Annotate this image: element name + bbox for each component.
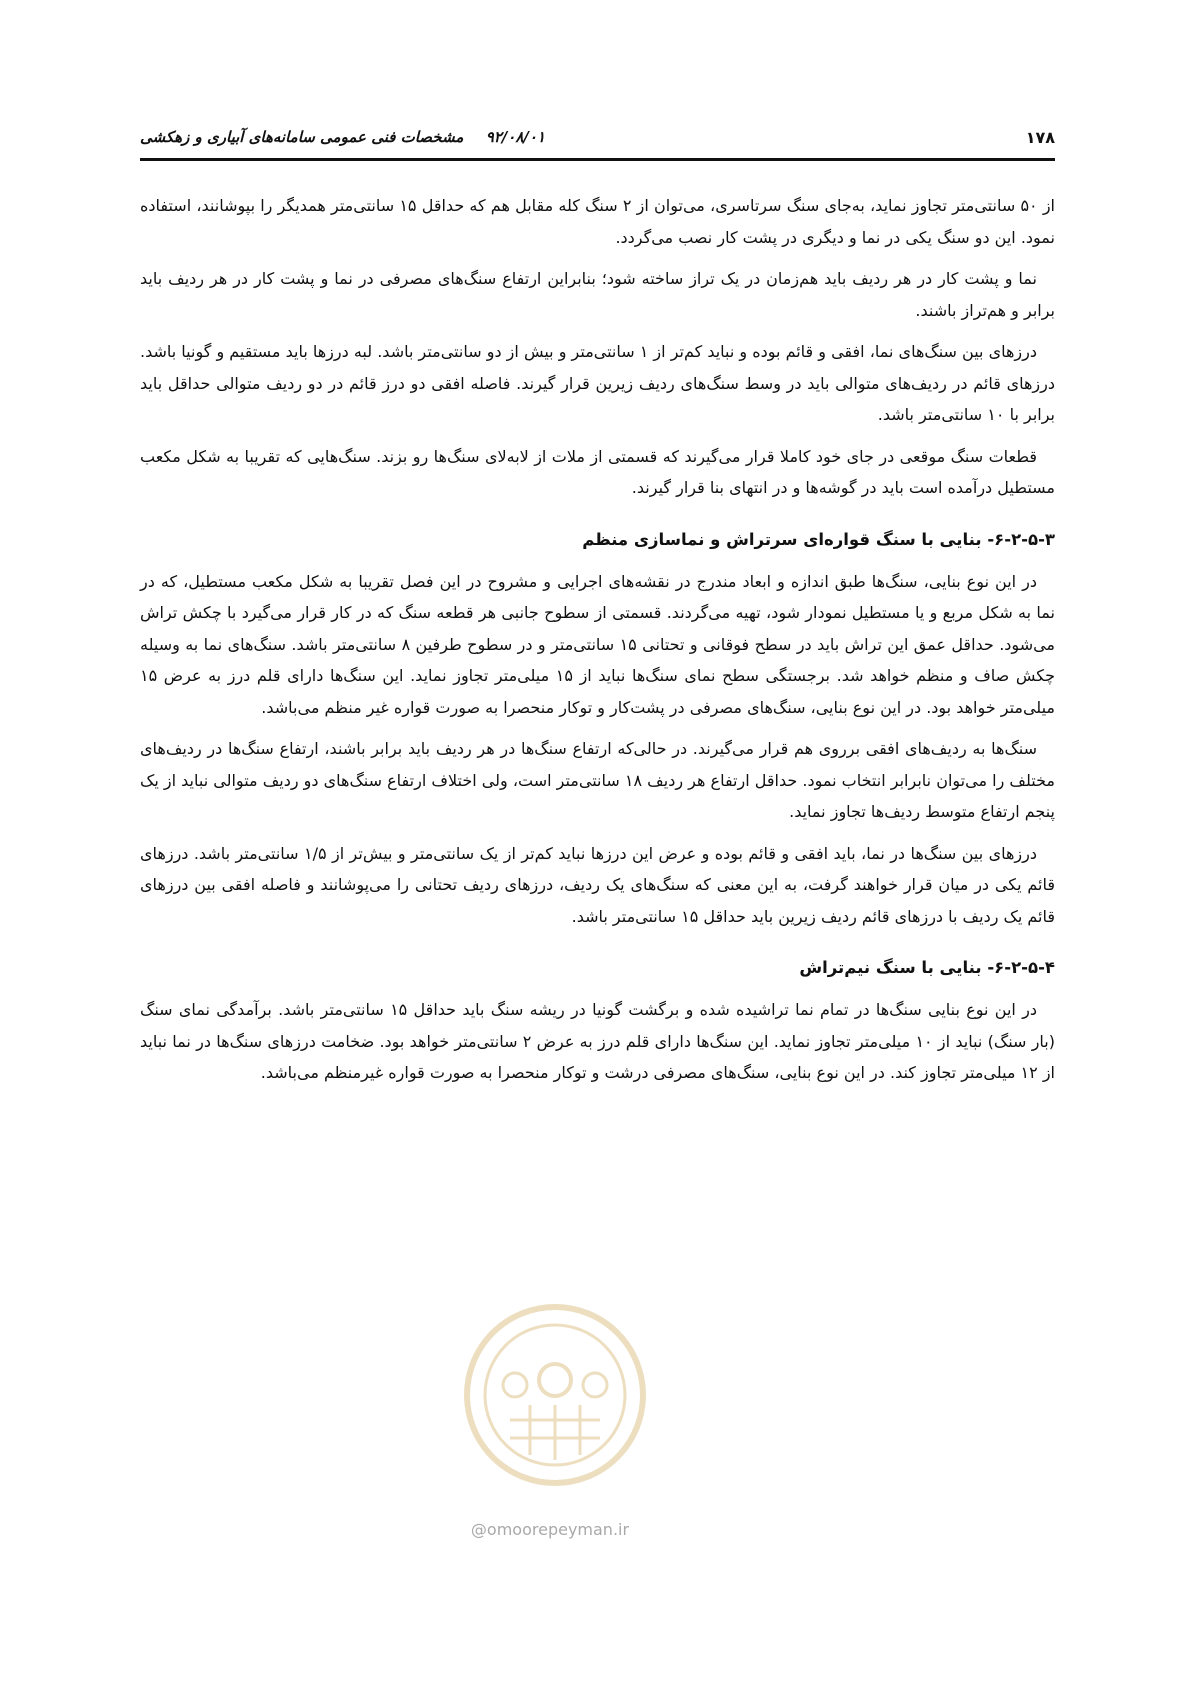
paragraph: درزهای بین سنگ‌های نما، افقی و قائم بوده و نباید کم‌تر از ۱ سانتی‌متر و بیش از دو سانتی‌متر باشد. لبه درزها باید مستقیم و گونیا باشد. درزهای قائم در ردیف‌های متوالی باید در وسط سنگ‌های ردیف زیرین قرار گیرند. فاصله افقی دو درز قائم در دو ردیف متوالی حداقل باید برابر با ۱۰ سانتی‌متر باشد. [140, 342, 1055, 424]
paragraph: نما و پشت کار در هر ردیف باید هم‌زمان در یک تراز ساخته شود؛ بنابراین ارتفاع سنگ‌های مصرفی در نما و پشت کار در هر ردیف باید برابر و هم‌تراز باشند. [140, 269, 1055, 320]
paragraph: در این نوع بنایی سنگ‌ها در تمام نما تراشیده شده و برگشت گونیا در ریشه سنگ باید حداقل ۱۵ سانتی‌متر باشد. برآمدگی نمای سنگ (بار سنگ) نباید از ۱۰ میلی‌متر تجاوز نماید. این سنگ‌ها دارای قلم درز به عرض ۲ سانتی‌متر خواهد بود. ضخامت درزهای سنگ‌ها در نما نباید از ۱۲ میلی‌متر تجاوز کند. در این نوع بنایی، سنگ‌های مصرفی درشت و توکار منحصرا به صورت قواره غیرمنظم می‌باشد. [140, 1000, 1056, 1082]
paragraph: درزهای بین سنگ‌ها در نما، باید افقی و قائم بوده و عرض این درزها نباید کم‌تر از یک سانتی‌متر و بیش‌تر از ۱/۵ سانتی‌متر باشد. درزهای قائم یکی در میان قرار خواهند گرفت، به این معنی که سنگ‌های یک ردیف، درزهای ردیف تحتانی را می‌پوشانند و فاصله افقی بین درزهای قائم یک ردیف با درزهای قائم ردیف زیرین باید حداقل ۱۵ سانتی‌متر باشد. [140, 843, 1055, 926]
paragraph: از ۵۰ سانتی‌متر تجاوز نماید، به‌جای سنگ سرتاسری، می‌توان از ۲ سنگ کله مقابل هم که حداقل ۱۵ سانتی‌متر همدیگر را بپوشانند، استفاده نمود. این دو سنگ یکی در نما و دیگری در پشت کار نصب می‌گردد. [140, 196, 1055, 247]
paragraph: در این نوع بنایی، سنگ‌ها طبق اندازه و ابعاد مندرج در نقشه‌های اجرایی و مشروح در این فصل تقریبا به شکل مکعب مستطیل، که در نما به شکل مربع و یا مستطیل نمودار شود، تهیه می‌گردند. قسمتی از سطوح جانبی هر قطعه سنگ که در کار قرار می‌گیرد با چکش تراش می‌شود. حداقل عمق این تراش باید در سطح فوقانی و تحتانی ۱۵ سانتی‌متر و در سطوح طرفین ۸ سانتی‌متر باشد. سنگ‌های نما به وسیله چکش صاف و منظم خواهد شد. برجستگی سطح نمای سنگ‌ها نباید از ۱۵ میلی‌متر تجاوز نماید. این سنگ‌ها دارای قلم درز به عرض ۱۵ میلی‌متر خواهد بود. در این نوع بنایی، سنگ‌های مصرفی در پشت‌کار و توکار منحصرا به صورت قواره غیر منظم می‌باشد. [140, 571, 1056, 717]
watermark-site: @omoorepeyman.ir [470, 1520, 630, 1539]
watermark-seal-icon [460, 1300, 650, 1490]
page-header [140, 128, 1055, 158]
header-rule [140, 158, 1055, 161]
paragraph: قطعات سنگ موقعی در جای خود کاملا قرار می‌گیرند که قسمتی از ملات از لابه‌لای سنگ‌ها رو بزند. سنگ‌هایی که تقریبا به شکل مکعب مستطیل درآمده است باید در گوشه‌ها و در انتهای بنا قرار گیرند. [140, 446, 1055, 497]
paragraph: سنگ‌ها به ردیف‌های افقی برروی هم قرار می‌گیرند. در حالی‌که ارتفاع سنگ‌ها در هر ردیف باید برابر باشند، ارتفاع سنگ‌ها در ردیف‌های مختلف را می‌توان نابرابر انتخاب نمود. حداقل ارتفاع هر ردیف ۱۸ سانتی‌متر است، ولی اختلاف ارتفاع سنگ‌های دو ردیف متوالی نباید از یک پنجم ارتفاع متوسط ردیف‌ها تجاوز نماید. [140, 739, 1056, 821]
document-title: مشخصات فنی عمومی سامانه‌های آبیاری و زهکشی [140, 128, 464, 146]
page-number: ۱۷۸ [1025, 128, 1055, 147]
document-date: ۹۲/۰۸/۰۱ [485, 128, 545, 146]
section-heading: ۶-۲-۵-۳- بنایی با سنگ قواره‌ای سرتراش و نماسازی منظم [582, 529, 1055, 549]
section-heading: ۶-۲-۵-۴- بنایی با سنگ نیم‌تراش [799, 958, 1055, 977]
document-body [140, 190, 1055, 1099]
